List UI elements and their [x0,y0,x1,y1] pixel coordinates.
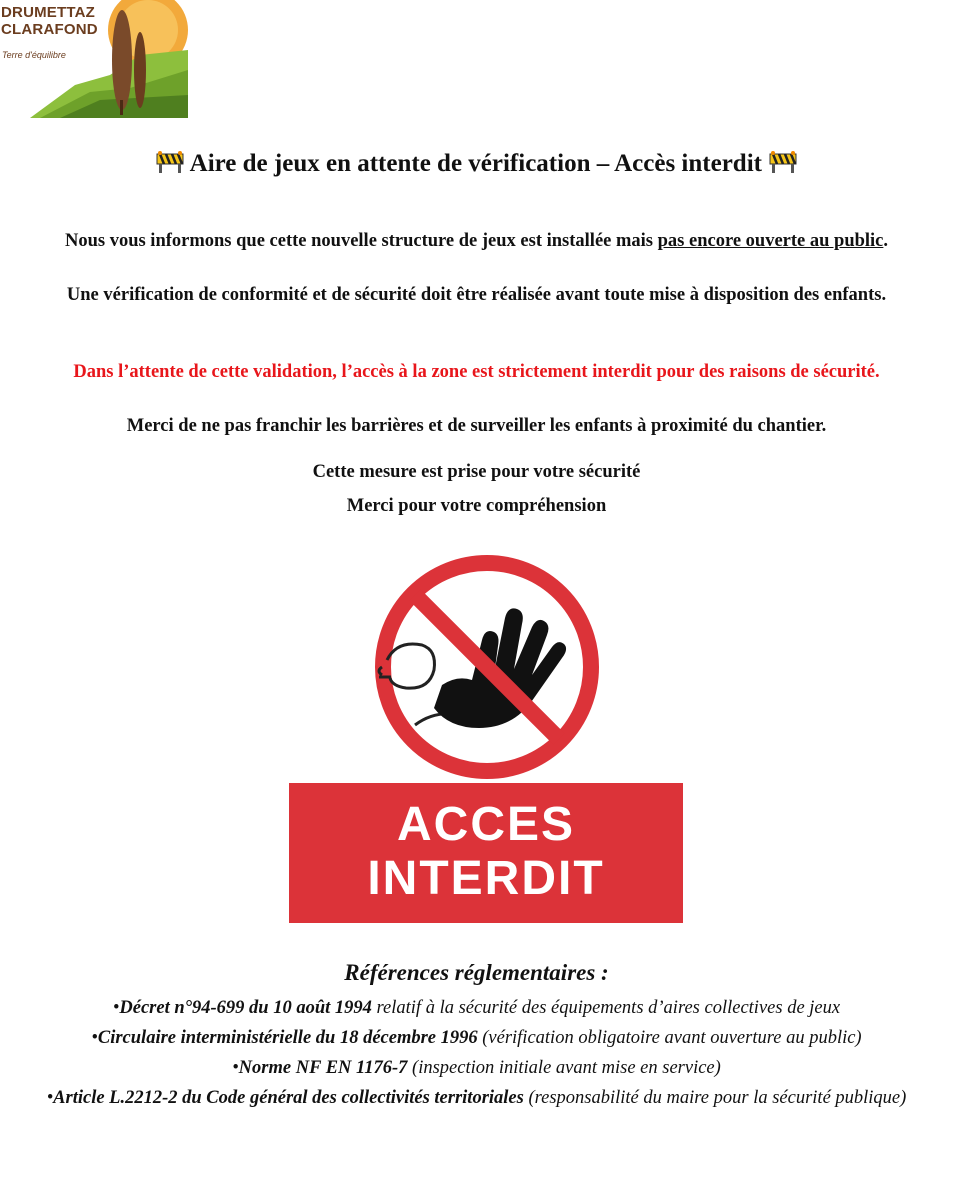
no-entry-hand-icon [287,555,709,780]
safety-statement: Cette mesure est prise pour votre sécurité [312,462,641,482]
verification-paragraph: Une vérification de conformité et de sécurité doit être réalisée avant toute mise à disposition des enfants. [66,285,887,305]
sign-line2: INTERDIT [367,852,605,905]
sign-text-banner [289,783,683,923]
construction-barrier-icon [155,150,185,174]
info-paragraph: Nous vous informons que cette nouvelle structure de jeux est installée mais pas encore ouverte au public. [64,231,889,251]
not-open-underlined-text: pas encore ouverte au public [657,231,884,251]
bullet: • [91,1028,98,1048]
references-heading: Références réglementaires : [344,960,609,985]
town-logo [0,0,190,120]
bullet: • [232,1058,239,1078]
notice-title-text: Aire de jeux en attente de vérification – Accès interdit [189,150,762,177]
reference-item: •Norme NF EN 1176-7 (inspection initiale avant mise en service) [232,1058,721,1078]
logo-town-name-line2: CLARAFOND [1,21,98,38]
bullet: • [46,1088,54,1108]
access-forbidden-warning: Dans l’attente de cette validation, l’accès à la zone est strictement interdit pour des raisons de sécurité. [73,362,880,382]
logo-town-name-line1: DRUMETTAZ [1,4,96,21]
reference-item: •Décret n°94-699 du 10 août 1994 relatif à la sécurité des équipements d’aires collectives de jeux [112,998,841,1018]
logo-tagline: Terre d'équilibre [2,50,66,60]
construction-barrier-icon [768,150,798,174]
notice-title [0,150,953,178]
reference-item: •Circulaire interministérielle du 18 décembre 1996 (vérification obligatoire avant ouverture au public) [91,1028,862,1048]
access-forbidden-sign [287,555,709,935]
bullet: • [112,998,120,1018]
barrier-instruction: Merci de ne pas franchir les barrières et de surveiller les enfants à proximité du chantier. [126,416,827,436]
reference-item: •Article L.2212-2 du Code général des collectivités territoriales (responsabilité du maire pour la sécurité publique) [46,1088,907,1108]
thanks-statement: Merci pour votre compréhension [346,496,607,516]
sign-line1: ACCES [396,798,576,851]
